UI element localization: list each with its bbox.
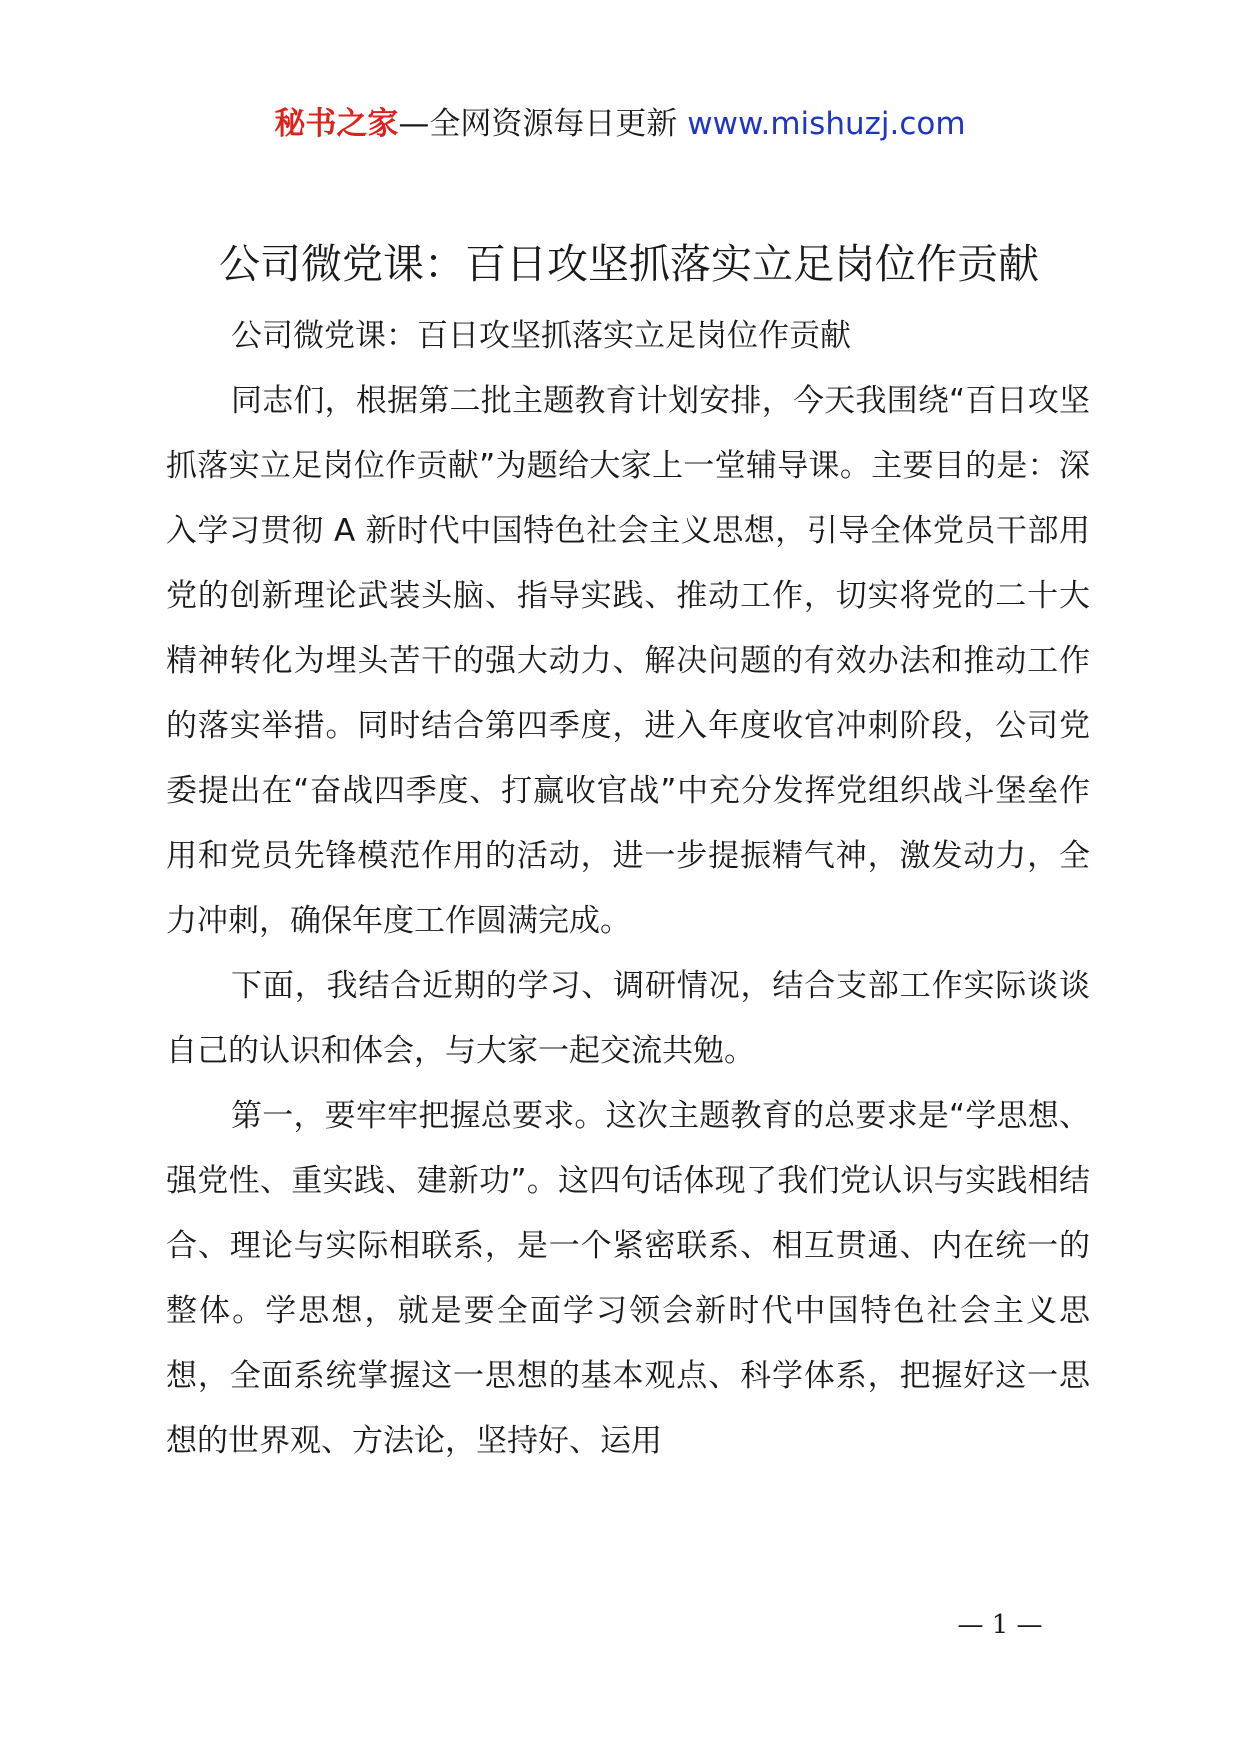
site-slogan: —全网资源每日更新 bbox=[398, 106, 678, 142]
paragraph-intro: 同志们，根据第二批主题教育计划安排，今天我围绕“百日攻坚抓落实立足岗位作贡献”为题给大家上一堂辅导课。主要目的是：深入学习贯彻 A 新时代中国特色社会主义思想，引导全体党员干部用党的创新理论武装头脑、指导实践、推动工作，切实将党的二十大精神转化为埋头苦干的强大动力、解决问题的有效办法和推动工作的落实举措。同时结合第四季度，进入年度收官冲刺阶段，公司党委提出在“奋战四季度、打赢收官战”中充分发挥党组织战斗堡垒作用和党员先锋模范作用的活动，进一步提振精气神，激发动力，全力冲刺，确保年度工作圆满完成。 bbox=[166, 383, 1090, 939]
document-title: 公司微党课：百日攻坚抓落实立足岗位作贡献 bbox=[219, 240, 1039, 288]
site-banner bbox=[0, 100, 1240, 148]
site-url-link[interactable]: www.mishuzj.com bbox=[687, 106, 966, 142]
paragraph-transition: 下面，我结合近期的学习、调研情况，结合支部工作实际谈谈自己的认识和体会，与大家一起交流共勉。 bbox=[166, 968, 1090, 1069]
site-brand: 秘书之家 bbox=[274, 106, 399, 142]
paragraph-first-point: 第一，要牢牢把握总要求。这次主题教育的总要求是“学思想、强党性、重实践、建新功”。这四句话体现了我们党认识与实践相结合、理论与实际相联系，是一个紧密联系、相互贯通、内在统一的整体。学思想，就是要全面学习领会新时代中国特色社会主义思想，全面系统掌握这一思想的基本观点、科学体系，把握好这一思想的世界观、方法论，坚持好、运用 bbox=[166, 1098, 1090, 1459]
document-body bbox=[166, 304, 1090, 1474]
page-number: — 1 — bbox=[957, 1610, 1043, 1640]
paragraph-subtitle: 公司微党课：百日攻坚抓落实立足岗位作贡献 bbox=[231, 318, 851, 354]
